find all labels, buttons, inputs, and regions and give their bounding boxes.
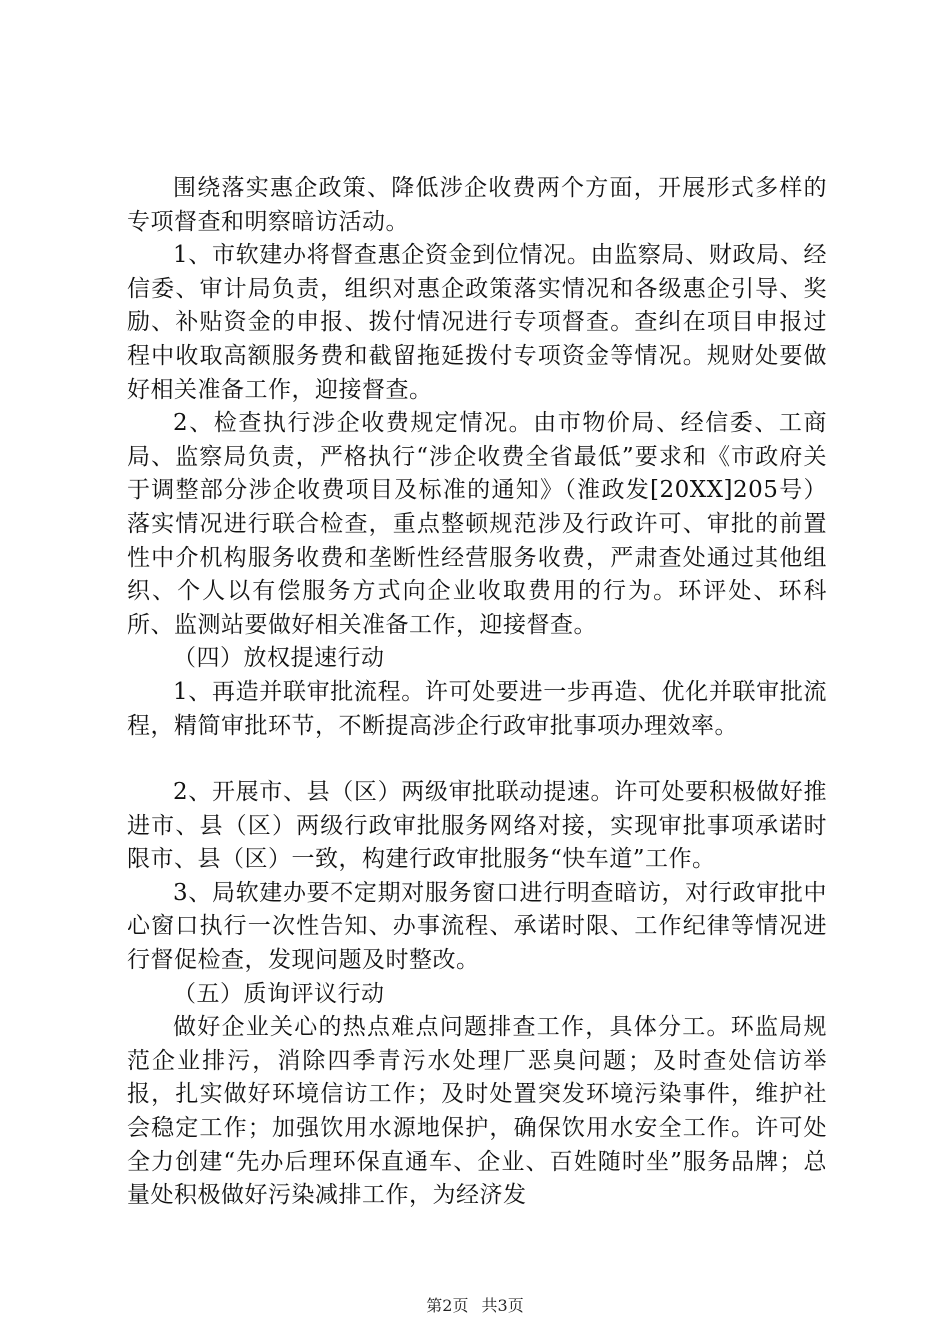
page-footer [0, 1296, 950, 1316]
page-total: 共3页 [481, 1296, 524, 1315]
section-heading-5: （五）质询评议行动 [173, 980, 385, 1007]
paragraph-window-inspection: 3、局软建办要不定期对服务窗口进行明查暗访，对行政审批中心窗口执行一次性告知、办事流程、承诺时限、工作纪律等情况进行督促检查，发现问题及时整改。 [127, 879, 827, 974]
paragraph-item-2-fees: 2、检查执行涉企收费规定情况。由市物价局、经信委、工商局、监察局负责，严格执行“涉企收费全省最低”要求和《市政府关于调整部分涉企收费项目及标准的通知》（淮政发[20XX]205号）落实情况进行联合检查，重点整顿规范涉及行政许可、审批的前置性中介机构服务收费和垄断性经营服务收费，严肃查处通过其他组织、个人以有偿服务方式向企业收取费用的行为。环评处、环科所、监测站要做好相关准备工作，迎接督查。 [127, 410, 827, 638]
document-body [127, 172, 827, 1213]
paragraph-item-1-funds: 1、市软建办将督查惠企资金到位情况。由监察局、财政局、经信委、审计局负责，组织对惠企政策落实情况和各级惠企引导、奖励、补贴资金的申报、拨付情况进行专项督查。查纠在项目申报过程中收取高额服务费和截留拖延拨付专项资金等情况。规财处要做好相关准备工作，迎接督查。 [127, 242, 827, 403]
paragraph-hotspot-issues: 做好企业关心的热点难点问题排查工作，具体分工。环监局规范企业排污，消除四季青污水处理厂恶臭问题；及时查处信访举报，扎实做好环境信访工作；及时处置突发环境污染事件，维护社会稳定工作；加强饮用水源地保护，确保饮用水安全工作。许可处全力创建“先办后理环保直通车、企业、百姓随时坐”服务品牌；总量处积极做好污染减排工作，为经济发 [127, 1014, 827, 1209]
page-number: 第2页 [426, 1296, 469, 1315]
section-heading-4: （四）放权提速行动 [173, 645, 385, 672]
paragraph-two-level-approval: 2、开展市、县（区）两级审批联动提速。许可处要积极做好推进市、县（区）两级行政审批服务网络对接，实现审批事项承诺时限市、县（区）一致，构建行政审批服务“快车道”工作。 [127, 779, 827, 873]
paragraph-intro: 围绕落实惠企政策、降低涉企收费两个方面，开展形式多样的专项督查和明察暗访活动。 [127, 175, 827, 235]
blank-line [127, 743, 827, 776]
paragraph-approval-process: 1、再造并联审批流程。许可处要进一步再造、优化并联审批流程，精简审批环节，不断提高涉企行政审批事项办理效率。 [127, 678, 827, 739]
